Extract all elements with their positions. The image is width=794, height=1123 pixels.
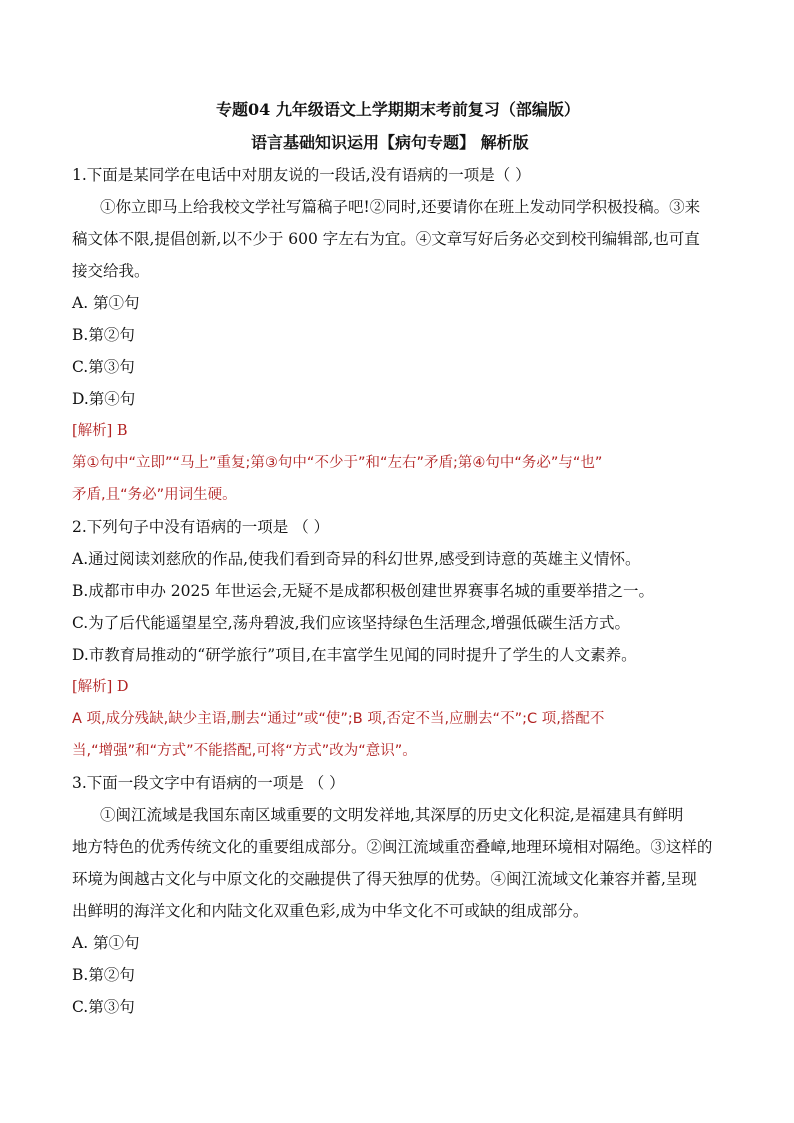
question-2-option-d: D.市教育局推动的“研学旅行”项目,在丰富学生见闻的同时提升了学生的人文素养。 — [72, 646, 637, 664]
document-title: 专题04 九年级语文上学期期末考前复习（部编版） — [216, 100, 580, 119]
question-1-answer-text: 第①句中“立即”“马上”重复;第③句中“不少于”和“左右”矛盾;第④句中“务必”与“也” — [72, 455, 603, 471]
question-2-answer-text: 当,“增强”和“方式”不能搭配,可将“方式”改为“意识”。 — [72, 743, 417, 759]
question-1-option-a: A. 第①句 — [72, 294, 140, 312]
question-2-answer-text: A 项,成分残缺,缺少主语,删去“通过”或“使”;B 项,否定不当,应删去“不”;C 项,搭配不 — [72, 711, 605, 727]
question-1-option-c: C.第③句 — [72, 358, 135, 376]
question-2-option-a: A.通过阅读刘慈欣的作品,使我们看到奇异的科幻世界,感受到诗意的英雄主义情怀。 — [72, 550, 641, 568]
question-1-passage-line: 接交给我。 — [72, 262, 150, 280]
question-2-stem: 2.下列句子中没有语病的一项是 （ ） — [72, 518, 330, 536]
question-2-option-b: B.成都市申办 2025 年世运会,无疑不是成都积极创建世界赛事名城的重要举措之一。 — [72, 582, 655, 600]
question-1-answer-text: 矛盾,且“务必”用词生硬。 — [72, 487, 237, 503]
question-3-option-c: C.第③句 — [72, 998, 135, 1016]
question-3-option-a: A. 第①句 — [72, 934, 140, 952]
question-3-passage-line: ①闽江流域是我国东南区域重要的文明发祥地,其深厚的历史文化积淀,是福建具有鲜明 — [100, 806, 684, 824]
question-3-passage-line: 环境为闽越古文化与中原文化的交融提供了得天独厚的优势。④闽江流域文化兼容并蓄,呈现 — [72, 870, 697, 888]
question-1-option-b: B.第②句 — [72, 326, 135, 344]
question-3-passage-line: 地方特色的优秀传统文化的重要组成部分。②闽江流域重峦叠嶂,地理环境相对隔绝。③这样的 — [72, 838, 713, 856]
question-2-option-c: C.为了后代能遥望星空,荡舟碧波,我们应该坚持绿色生活理念,增强低碳生活方式。 — [72, 614, 631, 632]
question-3-option-b: B.第②句 — [72, 966, 135, 984]
document-subtitle: 语言基础知识运用【病句专题】 解析版 — [251, 133, 529, 152]
question-3-stem: 3.下面一段文字中有语病的一项是 （ ） — [72, 774, 345, 792]
question-1-passage-line: 稿文体不限,提倡创新,以不少于 600 字左右为宜。④文章写好后务必交到校刊编辑部,也可直 — [72, 230, 700, 248]
question-1-stem: 1.下面是某同学在电话中对朋友说的一段话,没有语病的一项是（ ） — [72, 166, 531, 184]
question-1-answer-label: [解析] B — [72, 423, 128, 439]
question-3-passage-line: 出鲜明的海洋文化和内陆文化双重色彩,成为中华文化不可或缺的组成部分。 — [72, 902, 589, 920]
question-1-passage-line: ①你立即马上给我校文学社写篇稿子吧!②同时,还要请你在班上发动同学积极投稿。③来 — [100, 198, 701, 216]
question-1-option-d: D.第④句 — [72, 390, 136, 408]
question-2-answer-label: [解析] D — [72, 679, 129, 695]
